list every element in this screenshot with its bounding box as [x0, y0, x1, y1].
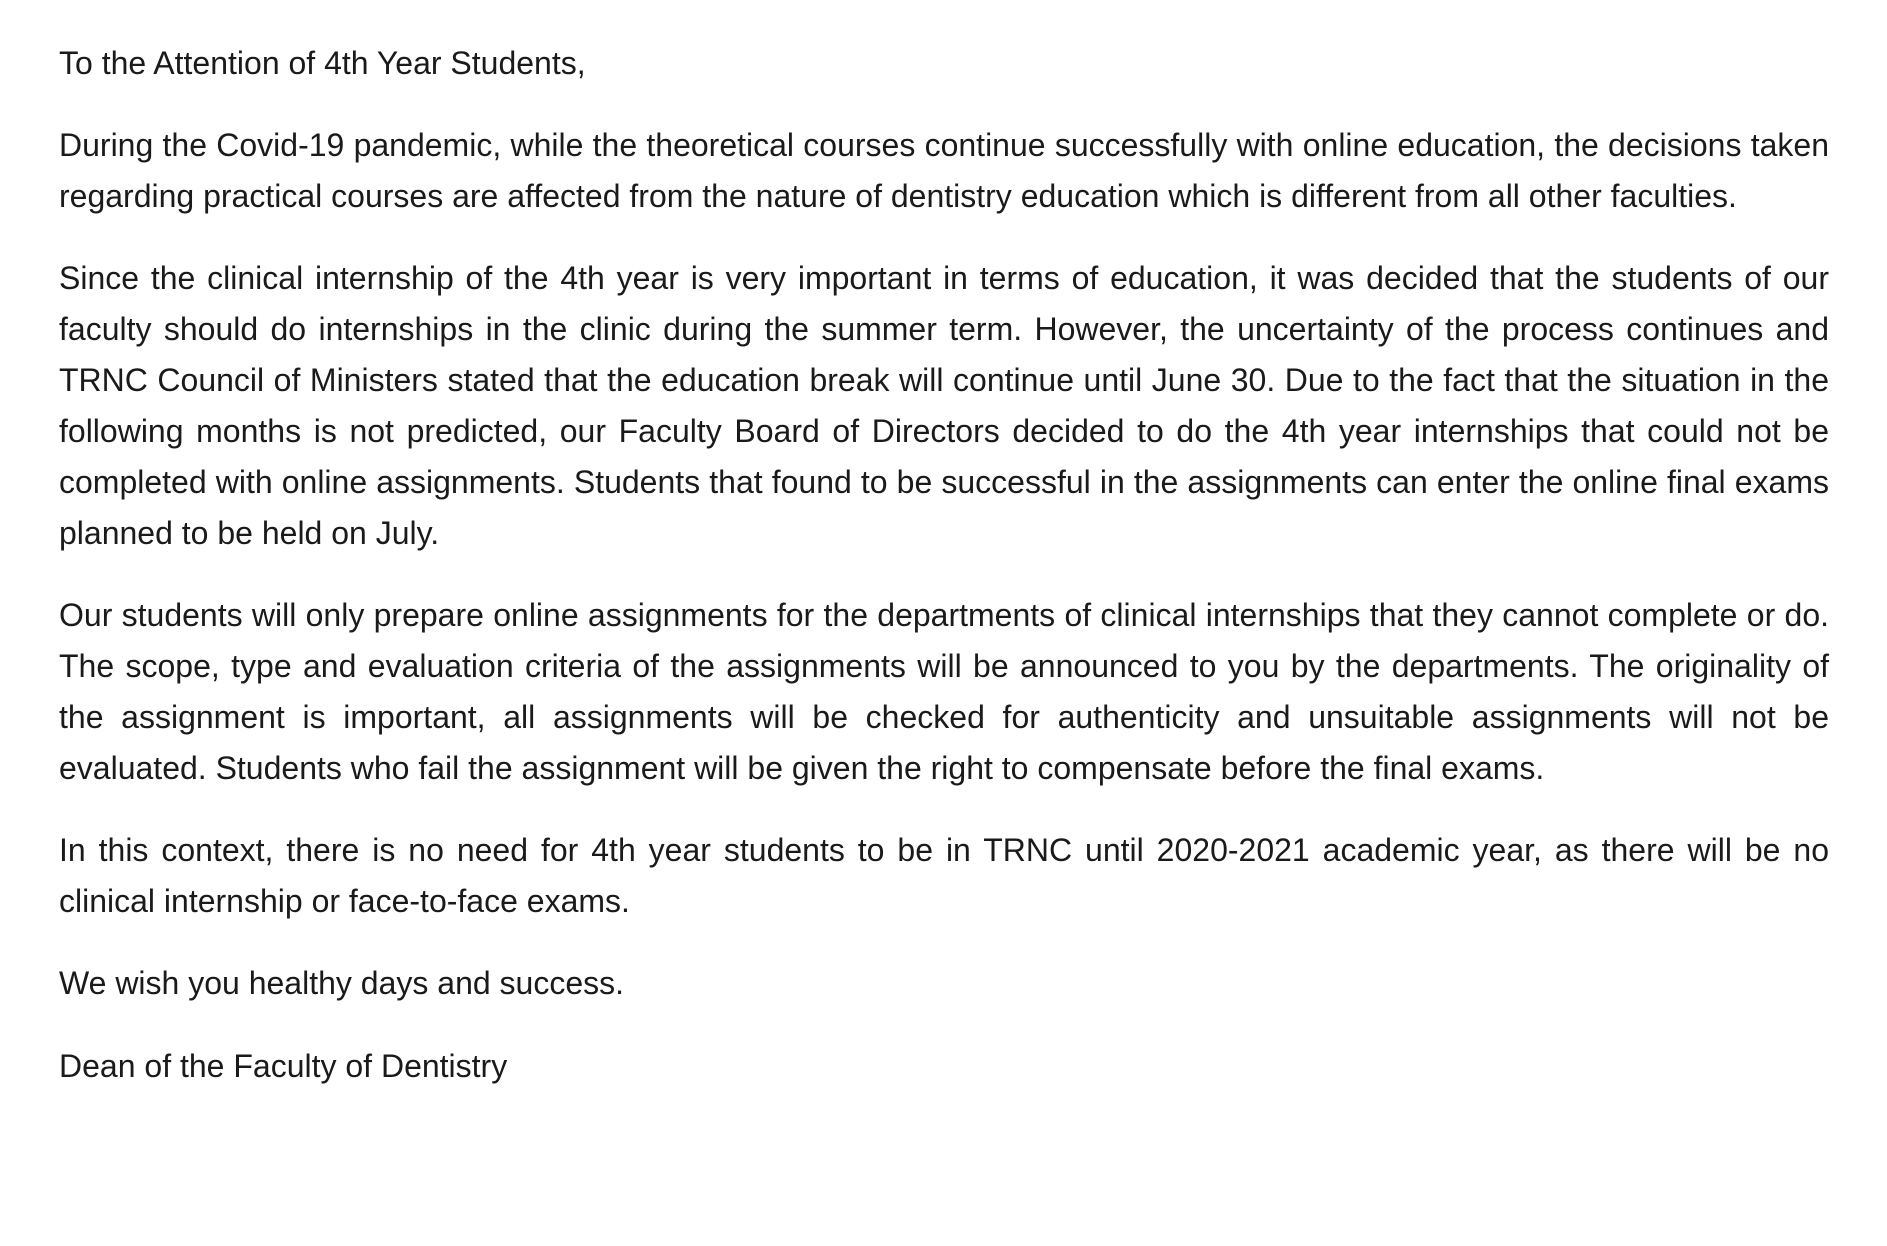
signature: Dean of the Faculty of Dentistry	[59, 1048, 508, 1084]
paragraph-context: In this context, there is no need for 4th year students to be in TRNC until 2020-2021 academic year, as there will be no clinical internship or face-to-face exams.	[59, 832, 1829, 919]
paragraph-internship: Since the clinical internship of the 4th year is very important in terms of education, it was decided that the students of our faculty should do internships in the clinic during the summer term. However, the uncertainty of the process continues and TRNC Council of Ministers stated that the education break will continue until June 30. Due to the fact that the situation in the following months is not predicted, our Faculty Board of Directors decided to do the 4th year internships that could not be completed with online assignments. Students that found to be successful in the assignments can enter the online final exams planned to be held on July.	[59, 260, 1829, 551]
closing: We wish you healthy days and success.	[59, 965, 625, 1001]
letter-document	[59, 38, 1829, 1092]
paragraph-pandemic: During the Covid-19 pandemic, while the theoretical courses continue successfully with online education, the decisions taken regarding practical courses are affected from the nature of dentistry education which is different from all other faculties.	[59, 127, 1829, 214]
paragraph-assignments: Our students will only prepare online assignments for the departments of clinical internships that they cannot complete or do. The scope, type and evaluation criteria of the assignments will be announced to you by the departments. The originality of the assignment is important, all assignments will be checked for authenticity and unsuitable assignments will not be evaluated. Students who fail the assignment will be given the right to compensate before the final exams.	[59, 597, 1829, 786]
salutation: To the Attention of 4th Year Students,	[59, 45, 586, 81]
